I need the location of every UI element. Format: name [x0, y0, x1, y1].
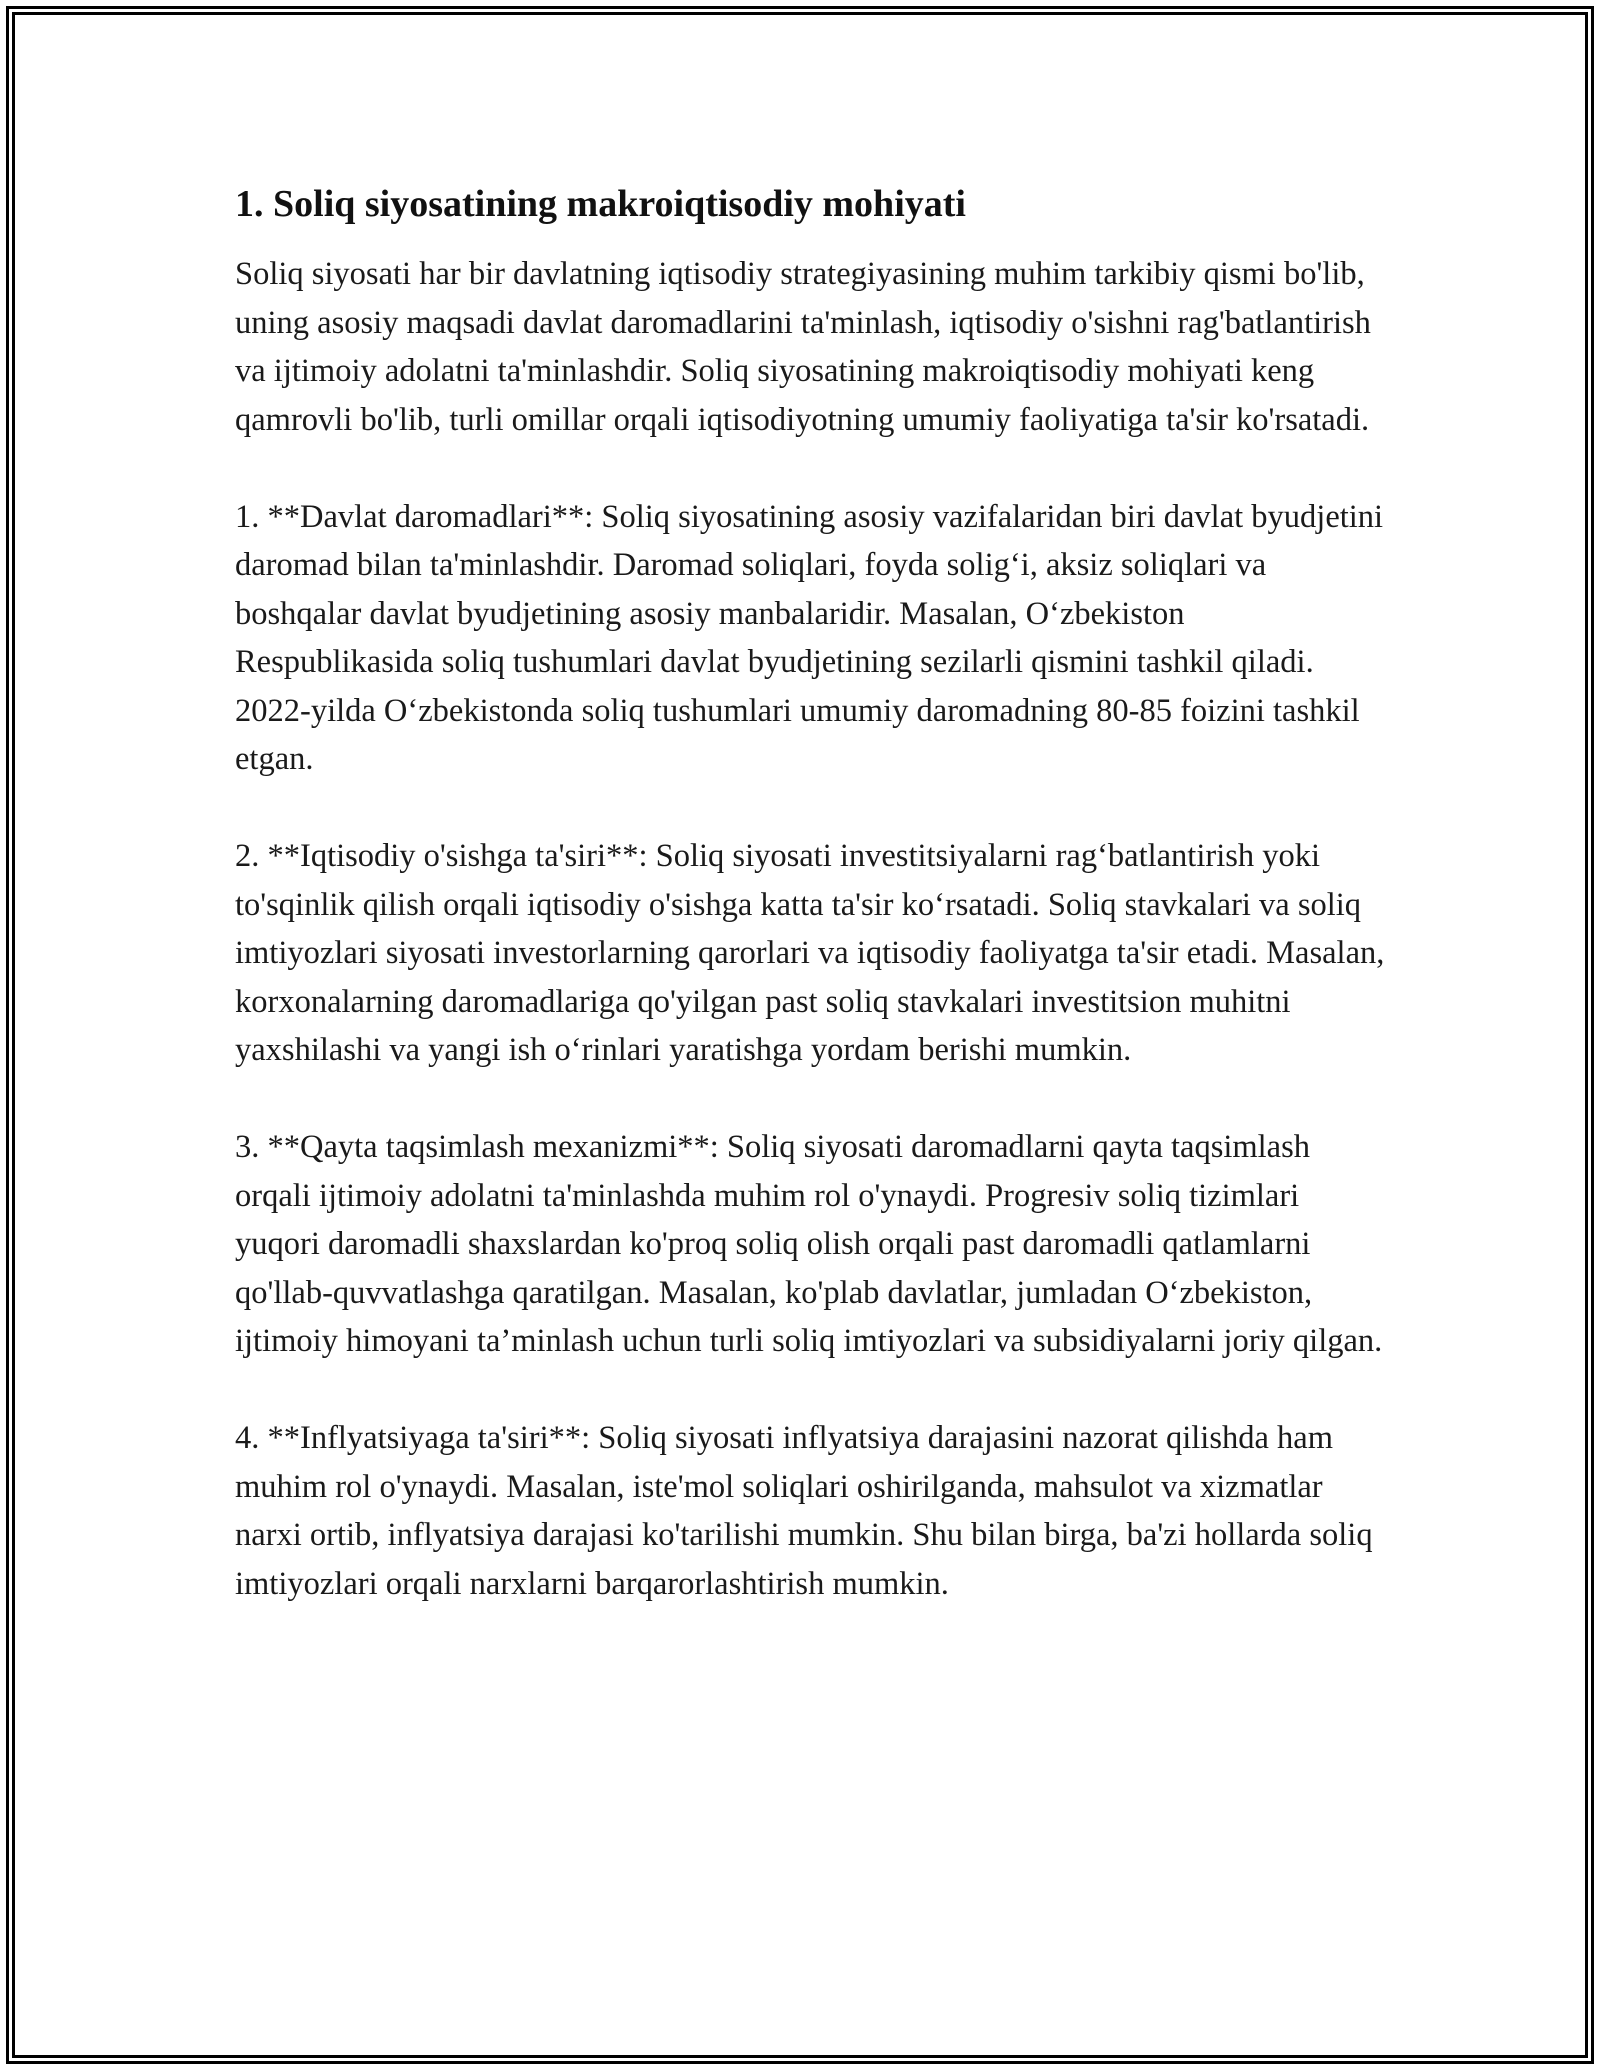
paragraph-economic-growth: 2. **Iqtisodiy o'sishga ta'siri**: Soliq siyosati investitsiyalarni rag‘batlantirish yoki to'sqinlik qilish orqali iqtisodiy o'sishga katta ta'sir ko‘rsatadi. Soliq stavkalari va soliq imtiyozlari siyosati investorlarning qarorlari va iqtisodiy faoliyatga ta'sir etadi. Masalan, korxonalarning daromadlariga qo'yilgan past soliq stavkalari investitsion muhitni yaxshilashi va yangi ish o‘rinlari yaratishga yordam berishi mumkin. [235, 838, 1385, 1068]
paragraph-state-revenue: 1. **Davlat daromadlari**: Soliq siyosatining asosiy vazifalaridan biri davlat byudjetini daromad bilan ta'minlashdir. Daromad soliqlari, foyda solig‘i, aksiz soliqlari va boshqalar davlat byudjetining asosiy manbalaridir. Masalan, O‘zbekiston Respublikasida soliq tushumlari davlat byudjetining sezilarli qismini tashkil qiladi. 2022-yilda O‘zbekistonda soliq tushumlari umumiy daromadning 80-85 foizini tashkil etgan. [235, 498, 1384, 777]
intro-paragraph: Soliq siyosati har bir davlatning iqtisodiy strategiyasining muhim tarkibiy qismi bo'lib, uning asosiy maqsadi davlat daromadlarini ta'minlash, iqtisodiy o'sishni rag'batlantirish va ijtimoiy adolatni ta'minlashdir. Soliq siyosatining makroiqtisodiy mohiyati keng qamrovli bo'lib, turli omillar orqali iqtisodiyotning umumiy faoliyatiga ta'sir ko'rsatadi. [235, 256, 1371, 438]
paragraph-redistribution: 3. **Qayta taqsimlash mexanizmi**: Soliq siyosati daromadlarni qayta taqsimlash orqali ijtimoiy adolatni ta'minlashda muhim rol o'ynaydi. Progresiv soliq tizimlari yuqori daromadli shaxslardan ko'proq soliq olish orqali past daromadli qatlamlarni qo'llab-quvvatlashga qaratilgan. Masalan, ko'plab davlatlar, jumladan O‘zbekiston, ijtimoiy himoyani ta’minlash uchun turli soliq imtiyozlari va subsidiyalarni joriy qilgan. [235, 1129, 1383, 1359]
section-title: 1. Soliq siyosatining makroiqtisodiy mohiyati [235, 183, 966, 225]
paragraph-inflation: 4. **Inflyatsiyaga ta'siri**: Soliq siyosati inflyatsiya darajasini nazorat qilishda ham muhim rol o'ynaydi. Masalan, iste'mol soliqlari oshirilganda, mahsulot va xizmatlar narxi ortib, inflyatsiya darajasi ko'tarilishi mumkin. Shu bilan birga, ba'zi hollarda soliq imtiyozlari orqali narxlarni barqarorlashtirish mumkin. [235, 1420, 1373, 1602]
document-body [235, 178, 1385, 1657]
